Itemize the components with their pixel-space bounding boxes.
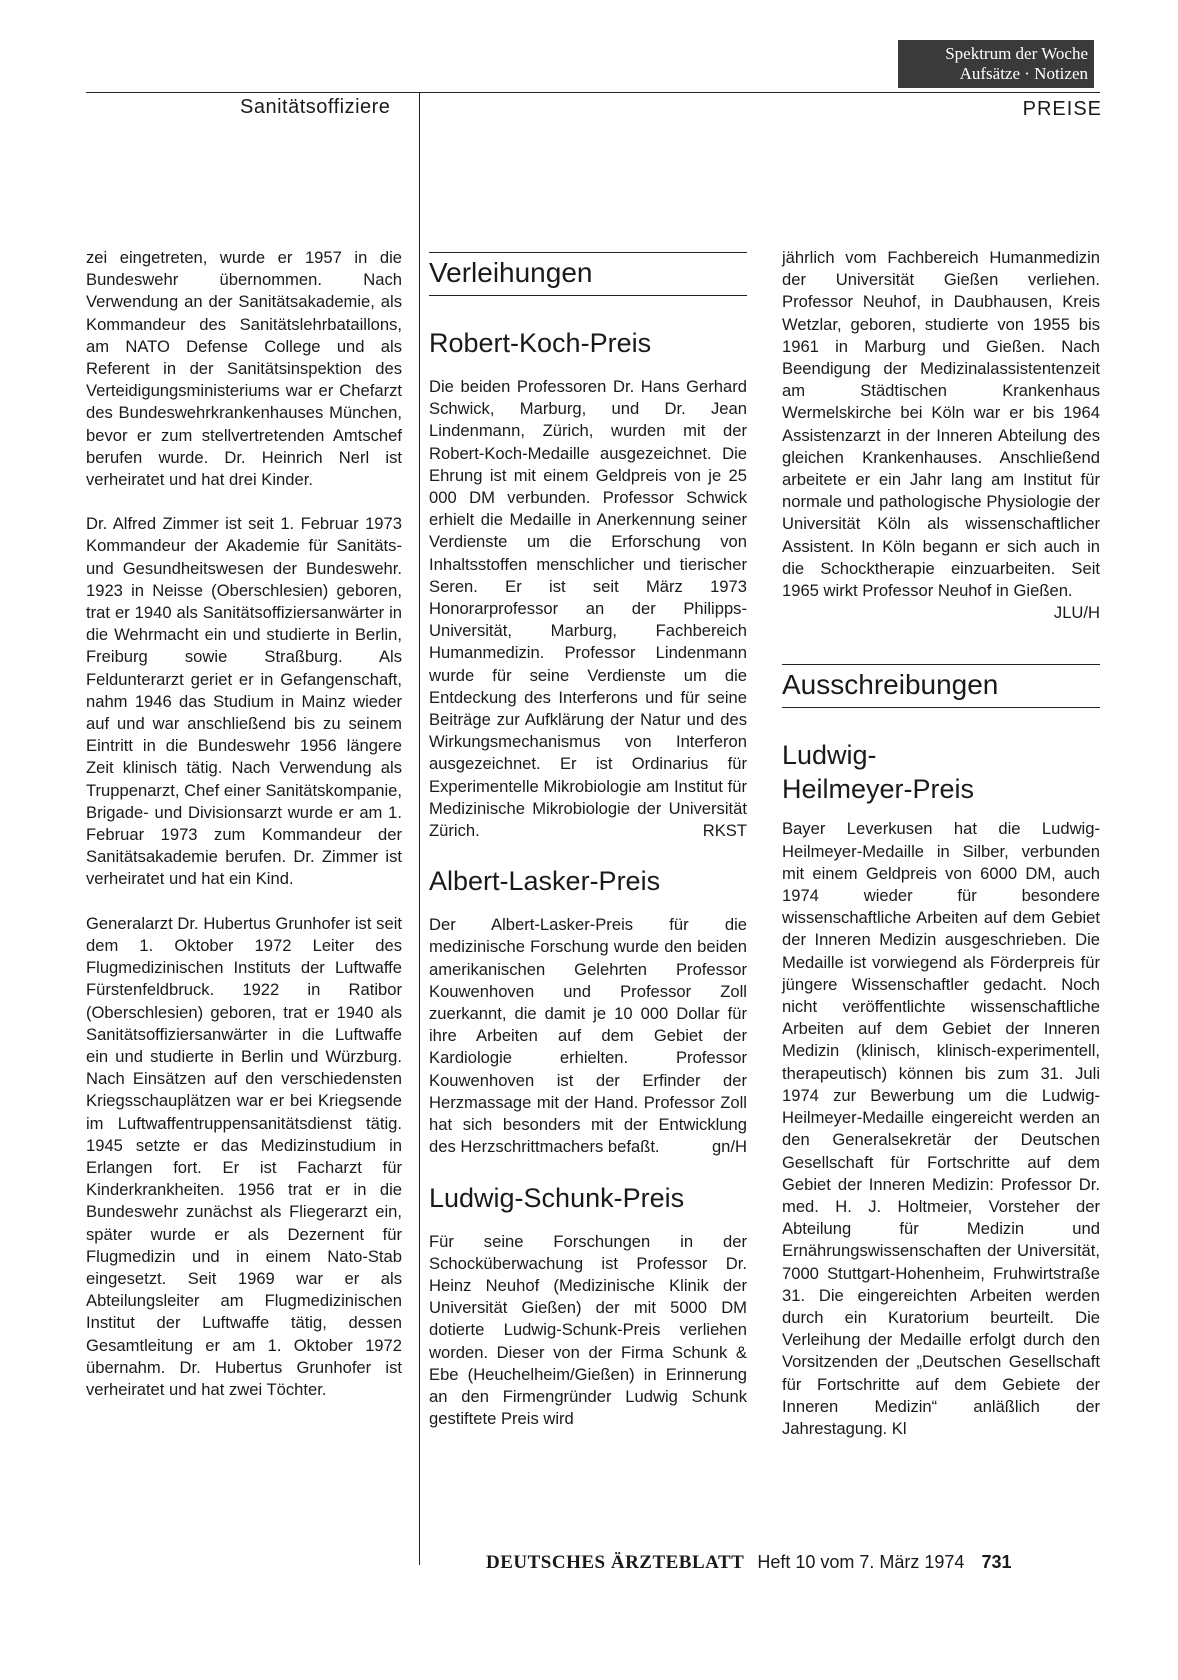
article-text: jährlich vom Fachbereich Humanmedizin der Universität Gießen verliehen. Professor Neuhof, in Daubhausen, Kreis Wetzlar, geboren, studierte von 1955 bis 1961 in Marburg und Gießen. Nach Beendigung der Medizinalassistentenzeit am Städtischen Krankenhaus Wermelskirche bei Köln war er bis 1964 Assistenzarzt in der Inneren Abteilung des gleichen Krankenhauses. Anschließend arbeitete er ein Jahr lang am Institut für normale und pathologische Physiologie der Universität Köln als wissenschaftlicher Assistent. In Köln begann er sich auch in die Schocktherapie einzuarbeiten. Seit 1965 wirkt Professor Neuhof in Gießen. bbox=[782, 248, 1100, 601]
paragraph-zimmer: Dr. Alfred Zimmer ist seit 1. Februar 1973 Kommandeur der Akademie für Sanitäts- und Gesundheitswesen der Bundeswehr. 1923 in Neisse (Oberschlesien) geboren, trat er 1940 als Sanitätsoffiziersanwärter in die Wehrmacht ein und studierte in Berlin, Freiburg sowie Straßburg. Als Feldunterarzt geriet er in Gefangenschaft, nahm 1946 das Studium in Mainz wieder auf und war anschließend bis zu seinem Eintritt in die Bundeswehr 1956 längere Zeit klinisch tätig. Nach Verwendung als Truppenarzt, Chef einer Sanitätskompanie, Brigade- und Divisionsarzt wurde er am 1. Februar 1973 zum Kommandeur der Sanitätsakademie berufen. Dr. Zimmer ist verheiratet und hat ein Kind. bbox=[86, 514, 402, 889]
running-head-right: PREISE bbox=[1022, 98, 1102, 120]
header-badge bbox=[898, 40, 1094, 88]
article-robert-koch-preis bbox=[429, 376, 747, 842]
author-signature: JLU/H bbox=[1053, 603, 1100, 623]
column-middle bbox=[429, 252, 747, 1430]
article-schunk-continued bbox=[782, 247, 1100, 624]
page-footer bbox=[486, 1552, 1012, 1574]
header-rule bbox=[86, 92, 1100, 93]
column-right bbox=[782, 247, 1100, 1440]
article-text: Der Albert-Lasker-Preis für die medizinische Forschung wurde den beiden amerikanischen Gelehrten Professor Kouwenhoven und Professor Zoll zuerkannt, die damit je 10 000 Dollar für ihre Arbeiten auf dem Gebiet der Kardiologie erhielten. Professor Kouwenhoven ist der Erfinder der Herzmassage mit der Hand. Professor Zoll hat sich besonders mit der Entwicklung des Herzschrittmachers befaßt. bbox=[429, 915, 747, 1157]
paragraph-grunhofer: Generalarzt Dr. Hubertus Grunhofer ist seit dem 1. Oktober 1972 Leiter des Flugmedizinischen Instituts der Luftwaffe Fürstenfeldbruck. 1922 in Ratibor (Oberschlesien) geboren, trat er 1940 als Sanitätsoffiziersanwärter in die Luftwaffe ein und studierte in Berlin und Würzburg. Nach Einsätzen auf den verschiedensten Kriegsschauplätzen war er bei Kriegsende im Luftwaffentruppensanitätsdienst tätig. 1945 setzte er das Medizinstudium in Erlangen fort. Er ist Facharzt für Kinderkrankheiten. 1956 trat er in die Bundeswehr zunächst als Fliegerarzt ein, später wurde er als Dezernent für Flugmedizin und in einem Nato-Stab eingesetzt. Seit 1969 war er als Abteilungsleiter am Flugmedizinischen Institut der Luftwaffe tätig, dessen Gesamtleitung er am 1. Oktober 1972 übernahm. Dr. Hubertus Grunhofer ist verheiratet und hat zwei Töchter. bbox=[86, 913, 402, 1399]
heading-albert-lasker-preis: Albert-Lasker-Preis bbox=[429, 866, 661, 897]
page-number: 731 bbox=[981, 1552, 1012, 1572]
article-albert-lasker-preis bbox=[429, 914, 747, 1158]
heading-line-1: Ludwig- bbox=[782, 740, 877, 771]
issue-info: Heft 10 vom 7. März 1974 bbox=[757, 1552, 965, 1572]
author-signature: RKST bbox=[702, 821, 747, 841]
heading-ludwig-schunk-preis: Ludwig-Schunk-Preis bbox=[429, 1182, 685, 1213]
heading-line-2: Heilmeyer-Preis bbox=[782, 774, 975, 805]
column-divider bbox=[419, 92, 420, 1565]
paragraph-nerl: zei eingetreten, wurde er 1957 in die Bundeswehr übernommen. Nach Verwendung an der Sanitätsakademie, als Kommandeur des Sanitätslehrbataillons, am NATO Defense College und als Referent in der Sanitätsinspektion des Verteidigungsministeriums war er Chefarzt des Bundeswehrkrankenhauses München, bevor er zum stellvertretenden Amtschef berufen wurde. Dr. Heinrich Nerl ist verheiratet und hat drei Kinder. bbox=[86, 248, 402, 490]
running-head-left: Sanitätsoffiziere bbox=[240, 96, 391, 118]
badge-title: Spektrum der Woche bbox=[945, 44, 1088, 63]
section-heading-ausschreibungen: Ausschreibungen bbox=[782, 664, 1100, 708]
section-heading-verleihungen: Verleihungen bbox=[429, 252, 747, 296]
badge-subtitle: Aufsätze · Notizen bbox=[959, 64, 1088, 83]
article-ludwig-heilmeyer-preis: Bayer Leverkusen hat die Ludwig-Heilmeyer-Medaille in Silber, verbunden mit einem Geldpreis von 6000 DM, auch 1974 wieder für besondere wissenschaftliche Arbeiten auf dem Gebiet der Inneren Medizin ausgeschrieben. Die Medaille ist vorwiegend als Förderpreis für jüngere Wissenschaftler gedacht. Noch nicht veröffentlichte wissenschaftliche Arbeiten auf dem Gebiet der Inneren Medizin (klinisch, klinisch-experimentell, therapeutisch) können bis zum 31. Juli 1974 zur Bewerbung um die Ludwig-Heilmeyer-Medaille eingereicht werden an den Generalsekretär der Deutschen Gesellschaft für Fortschritte auf dem Gebiet der Inneren Medizin: Professor Dr. med. H. J. Holtmeier, Vorsteher der Abteilung für Medizin und Ernährungswissenschaften der Universität, 7000 Stuttgart-Hohenheim, Fruhwirtstraße 31. Die eingereichten Arbeiten werden durch ein Kuratorium beurteilt. Die Verleihung der Medaille erfolgt durch den Vorsitzenden der „Deutschen Gesellschaft für Fortschritte auf dem Gebiete der Inneren Medizin“ anläßlich der Jahrestagung. Kl bbox=[782, 819, 1100, 1438]
author-signature: gn/H bbox=[711, 1137, 747, 1157]
heading-ludwig-heilmeyer-preis bbox=[782, 738, 1100, 806]
article-text: Die beiden Professoren Dr. Hans Gerhard Schwick, Marburg, und Dr. Jean Lindenmann, Zürich, wurden mit der Robert-Koch-Medaille ausgezeichnet. Die Ehrung ist mit einem Geldpreis von je 25 000 DM verbunden. Professor Schwick erhielt die Medaille in Anerkennung seiner Verdienste um die Erforschung von Inhaltsstoffen menschlicher und tierischer Seren. Er ist seit März 1973 Honorarprofessor an der Philipps-Universität, Marburg, Fachbereich Humanmedizin. Professor Lindenmann wurde für seine Verdienste um die Entdeckung des Interferons und für seine Beiträge zur Aufklärung der Natur und des Wirkungsmechanismus von Interferon ausgezeichnet. Er ist Ordinarius für Experimentelle Mikrobiologie am Institut für Medizinische Mikrobiologie der Universität Zürich. bbox=[429, 377, 747, 841]
heading-robert-koch-preis: Robert-Koch-Preis bbox=[429, 328, 652, 358]
column-left bbox=[86, 247, 402, 1401]
magazine-name: DEUTSCHES ÄRZTEBLATT bbox=[486, 1552, 745, 1573]
article-ludwig-schunk-preis: Für seine Forschungen in der Schocküberwachung ist Professor Dr. Heinz Neuhof (Medizinische Klinik der Universität Gießen) der mit 5000 DM dotierte Ludwig-Schunk-Preis verliehen worden. Dieser von der Firma Schunk & Ebe (Heuchelheim/Gießen) in Erinnerung an den Firmengründer Ludwig Schunk gestiftete Preis wird bbox=[429, 1231, 747, 1429]
